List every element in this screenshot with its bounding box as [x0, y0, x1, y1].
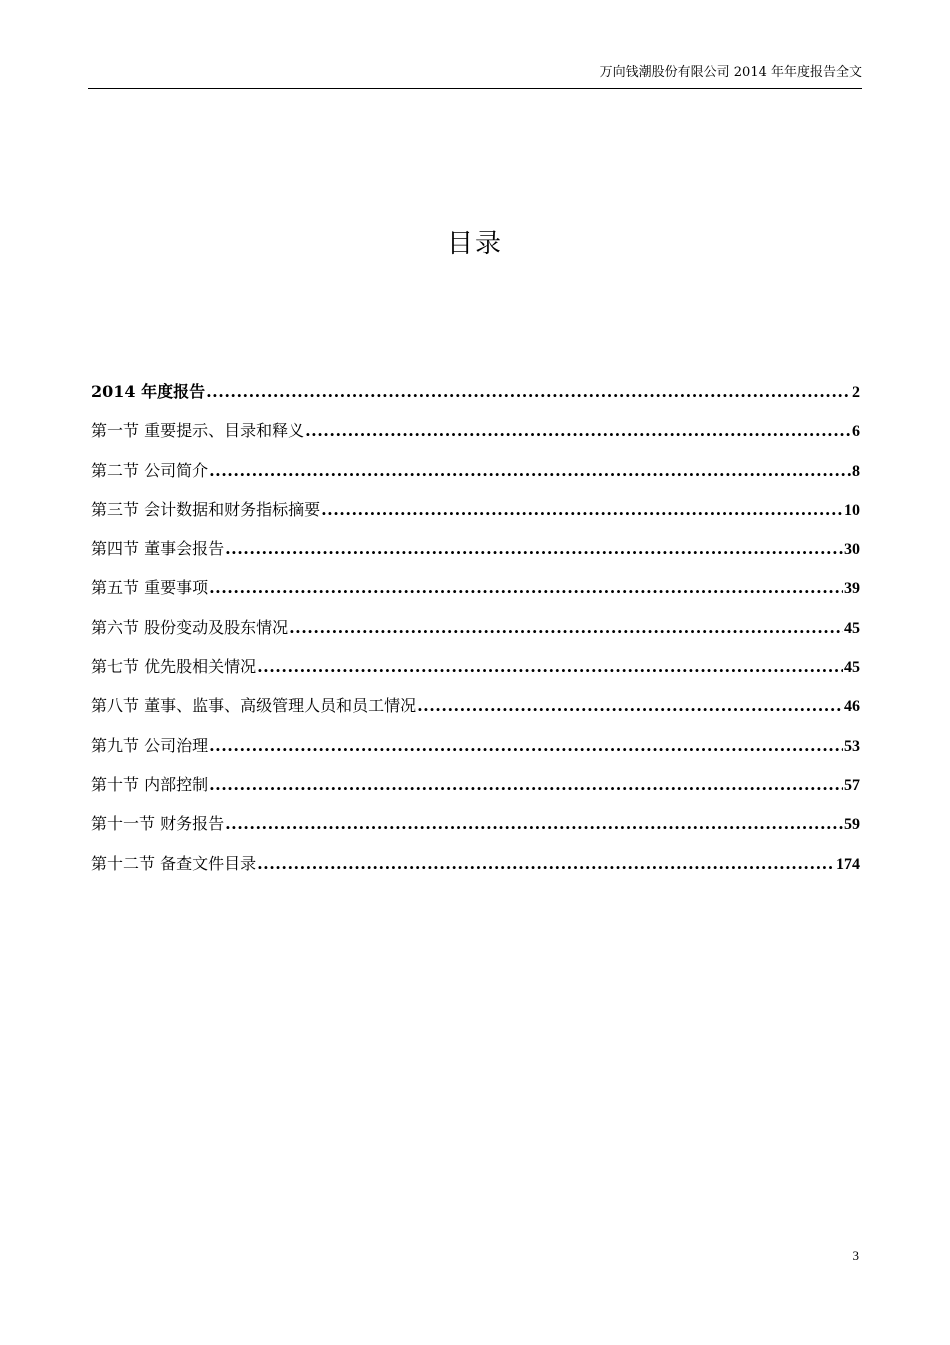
toc-leader-dots	[289, 614, 843, 642]
toc-entry-page: 6	[852, 423, 860, 441]
toc-entry-section-2[interactable]	[91, 457, 860, 496]
toc-entry-page: 59	[844, 816, 860, 834]
toc-entry-section-10[interactable]	[91, 771, 860, 810]
toc-leader-dots	[209, 771, 843, 799]
toc-entry-page: 39	[844, 580, 860, 598]
toc-entry-label: 第十二节 备查文件目录	[91, 853, 257, 873]
toc-entry-page: 45	[844, 659, 860, 677]
toc-entry-label: 第十节 内部控制	[91, 774, 209, 794]
toc-entry-section-5[interactable]	[91, 574, 860, 613]
toc-leader-dots	[209, 732, 843, 760]
toc-entry-label: 第八节 董事、监事、高级管理人员和员工情况	[91, 696, 417, 716]
toc-entry-label: 第九节 公司治理	[91, 735, 209, 755]
toc-entry-section-4[interactable]	[91, 535, 860, 574]
toc-entry-label: 第一节 重要提示、目录和释义	[91, 421, 305, 441]
toc-entry-page: 53	[844, 737, 860, 755]
toc-entry-section-9[interactable]	[91, 732, 860, 771]
toc-entry-section-1[interactable]	[91, 417, 860, 456]
toc-entry-section-6[interactable]	[91, 614, 860, 653]
toc-entry-page: 8	[852, 462, 860, 480]
toc-entry-page: 57	[844, 776, 860, 794]
toc-entry-page: 10	[844, 501, 860, 519]
toc-leader-dots	[257, 850, 835, 878]
toc-entry-section-8[interactable]	[91, 692, 860, 731]
toc-entry-label: 第五节 重要事项	[91, 578, 209, 598]
toc-leader-dots	[206, 378, 851, 406]
toc-leader-dots	[417, 692, 843, 720]
page-number: 3	[852, 1248, 859, 1263]
toc-entry-section-3[interactable]	[91, 496, 860, 535]
toc-leader-dots	[257, 653, 843, 681]
toc-leader-dots	[209, 574, 843, 602]
toc-entry-section-7[interactable]	[91, 653, 860, 692]
toc-leader-dots	[209, 457, 851, 485]
toc-entry-label: 第三节 会计数据和财务指标摘要	[91, 499, 321, 519]
toc-entry-label: 第六节 股份变动及股东情况	[91, 617, 289, 637]
toc-entry-page: 46	[844, 698, 860, 716]
toc-entry-page: 45	[844, 619, 860, 637]
toc-entry-label: 第七节 优先股相关情况	[91, 657, 257, 677]
toc-entry-page: 2	[852, 384, 860, 401]
running-header-title: 万向钱潮股份有限公司 2014 年年度报告全文	[599, 65, 862, 80]
toc-leader-dots	[321, 496, 843, 524]
table-of-contents	[91, 378, 860, 889]
toc-entry-section-11[interactable]	[91, 810, 860, 849]
toc-leader-dots	[225, 535, 843, 563]
toc-entry-page: 174	[836, 855, 860, 873]
toc-leader-dots	[305, 417, 851, 445]
toc-entry-section-12[interactable]	[91, 850, 860, 889]
toc-entry-label: 第二节 公司简介	[91, 460, 209, 480]
page-title: 目录	[446, 229, 503, 259]
toc-entry-label: 2014 年度报告	[91, 382, 206, 401]
toc-leader-dots	[225, 810, 843, 838]
running-header	[88, 62, 862, 89]
toc-entry-annual-report[interactable]	[91, 378, 860, 417]
toc-entry-page: 30	[844, 541, 860, 559]
toc-entry-label: 第四节 董事会报告	[91, 539, 225, 559]
toc-entry-label: 第十一节 财务报告	[91, 814, 225, 834]
